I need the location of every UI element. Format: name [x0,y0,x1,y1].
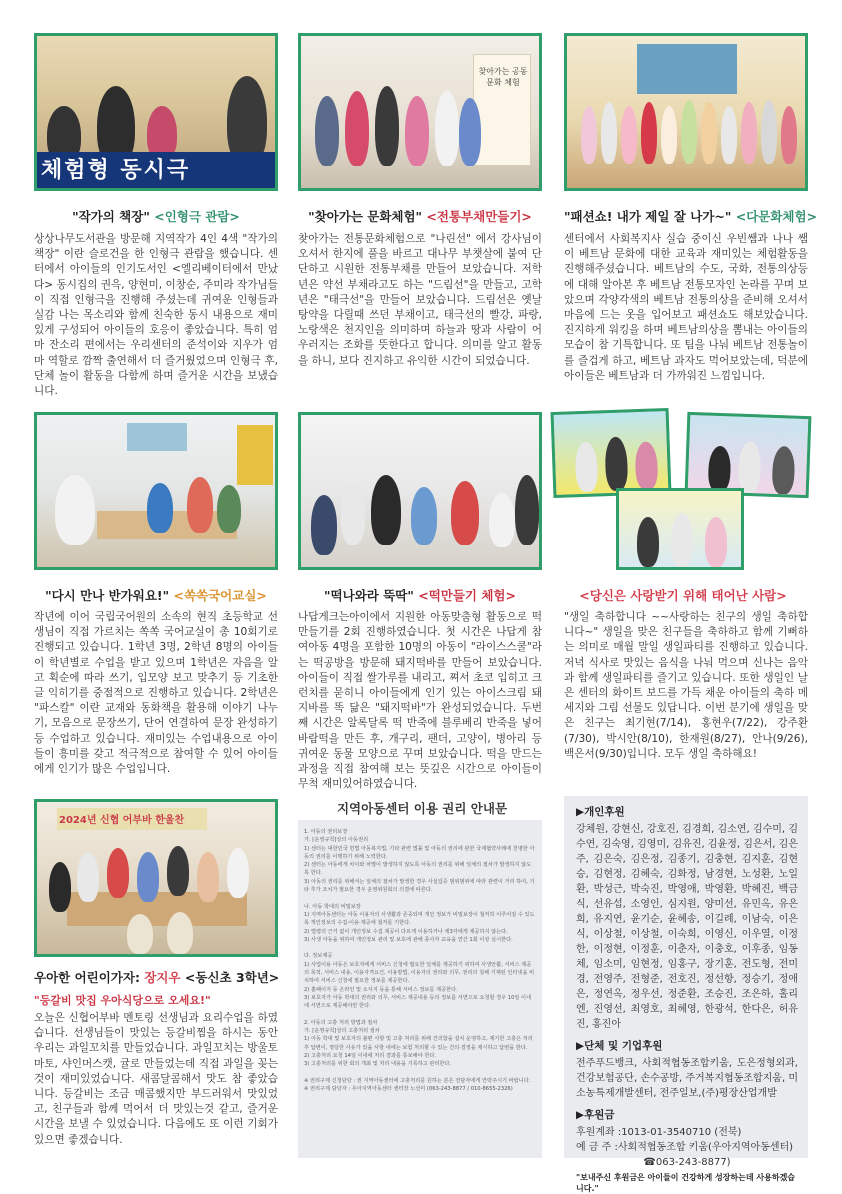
notice-line: 1) 지역아동센터는 아동 이용자의 사생활과 존중되며 개인 정보가 비밀보장이 철저히 이루어질 수 있도록 개인정보의 수집·이용·제공에 철저를 기한다. [304,911,535,927]
card-body-birthday: "생일 축하합니다 ~~사랑하는 친구의 생일 축하합니다~" 생일을 맞은 친구들을 축하하고 함께 기뻐하는 의미로 매월 말일 생일파티를 진행하고 있습니다. 저녁 식사로 맛있는 음식을 나눠 먹으며 신나는 음악과 함께 생일파티를 즐기고 있습니다. 또한 생일인 날은 센터의 화이트 보드를 가득 채운 아이들의 축하 메세지와 그림 선물도 있답니다. 이번 분기에 생일을 맞은 친구는 최기현(7/14), 홍현우(7/22), 강주환(7/30), 박시안(8/10), 한재원(8/27), 안나(9/26), 백은서(9/30)입니다. 모두 생일 축하해요! [564,611,808,760]
notice-line: 2. 아동의 고충 처리 방법과 절차 [304,1019,378,1026]
notice-line: 2) 센터는 아동에게 차이와 차별이 발생하지 않도록 아동의 권리를 위해 일체의 절차가 발생하지 않도록 한다. [304,862,532,877]
title-main: <당신은 사랑받기 위해 태어난 사람> [579,588,787,603]
individual-donor-names: 강체원, 강현신, 강호진, 김경희, 김소연, 김수미, 김수연, 김숙영, 김영미, 김유진, 김윤정, 김은서, 김은주, 김은숙, 김은정, 김종기, 김충현, 김지훈, 김현승, 김현정, 김혜숙, 김화정, 남경현, 노성환, 노일환, 박성근, 박숙진, 박영애, 박영환, 박혜진, 백금식, 선유섭, 소영인, 심지원, 양미선, 유민옥, 유은희, 유지연, 윤기순, 윤혜송, 이길례, 이남숙, 이은식, 이상철, 이상철, 이숙희, 이영신, 이우열, 이정한, 이정현, 이정훈, 이춘자, 이충호, 이후종, 임동체, 임소미, 임현정, 임홍구, 장기훈, 전도형, 전미경, 전영주, 전형준, 전호진, 정선항, 정승기, 정애은, 정연옥, 정우선, 정준환, 조승진, 조은하, 홀리엔, 진영선, 최영호, 최혜영, 한광석, 한다은, 허유진, 홍진아 [576,824,798,1030]
card-title-fan [298,207,542,225]
reporter-body: 오늘은 신협어부바 멘토링 선생님과 요리수업을 하였습니다. 선생님들이 맛있는 등갈비찜을 하시는 동안 우리는 과일꼬치를 만들었습니다. 과일꼬치는 방울토마토, 샤인머스캣, 귤로 만들었는데 직접 과일을 꽂는 것이 재미있었습니다. 새콤달콤해서 맛도 참 좋았습니다. 등갈비는 조금 매콤했지만 부드러워서 맛있었고, 친구들과 함께 먹어서 더 맛있는것 같고, 즐거운 시간을 보낼 수 있었습니다. 다음에도 또 이런 기회가 있으면 좋겠습니다. [34,1012,278,1146]
phone-number: ☎063-243-8877) [643,1157,731,1168]
donation-footer-note: "보내주신 후원금은 아이들이 건강하게 성장하는데 사용하겠습니다." [576,1173,796,1193]
notice-line: 가. [운영규칙]상의 고충처리 절차 [304,1028,380,1035]
notice-line: 가. [운영규칙]상의 아동권리 [304,837,369,844]
notice-line [304,894,536,902]
title-main: "작가의 책장" [72,209,150,224]
donor-content [576,804,798,1194]
notice-line: 3) 사생 아동을 위하여 개인정보 관리 및 보호에 관해 종사자 교육을 연간 1회 이상 실시한다. [304,936,513,943]
photo-rice-cake [298,412,542,570]
photo-fan-making [298,33,542,191]
notice-line: 1) 사업이용 아동은 보호자에게 서비스 신청에 필요한 일체를 제공하기 위하여 사생안활, 서비스 제공의 목적, 서비스 내용, 이용자격요건, 이용방법, 이용자의 권리와 의무, 권리의 침해 기재된 인터넷을 비치하여 서비스 신청에 필요한 정보를 제공한다. [304,961,535,985]
notice-lines [304,828,536,1152]
card-title-korean [34,586,278,604]
group-donor-heading: ▶단체 및 기업후원 [576,1040,663,1052]
title-main: "찾아가는 문화체험" [308,209,423,224]
notice-line: ※ 권리구제 신청담당 : 권 지역아동센터에 고충처리를 원하는 분은 전담자에게 연락주시기 바랍니다. [304,1077,531,1084]
title-main: "떡나와라 뚝딱" [324,588,414,603]
collage-photo-2 [685,412,812,498]
photo-banner-text: 찾아가는 공동문화 체험 [478,67,528,87]
card-title-ricecake [298,586,542,604]
card-body-puppet: 상상나무도서관을 방문해 지역작가 4인 4색 "작가의 책장" 이란 슬로건을 한 인형극 관람을 했습니다. 센터에서 아이들의 인기도서인 <엘리베이터에서 만났다> 동시집의 권윽, 양현미, 이창순, 주미라 작가님들이 직접 인형극을 진행해 주셨는데 귀여운 인형들과 실감 나는 목소리와 함께 친숙한 동시 내용으로 재미있게 구성되어 아이들의 호응이 좋았습니다. 특히 엄마 잔소리 편에서는 우리센터의 준석이와 지우가 엄마 역할로 깜짝 출연해서 더 즐거웠었으며 인형극 후, 단체 놀이 활동을 다함께 하며 즐거운 시간을 보냈습니다. [34,233,278,398]
account-number: 후원계좌 :1013-01-3540710 (전북) [576,1127,742,1138]
card-title-reporter [34,968,278,986]
notice-title: 지역아동센터 이용 권리 안내문 [336,801,508,816]
card-title-fashion [564,207,818,225]
title-tag: <떡만들기 체험> [418,588,516,603]
donation-heading: ▶후원금 [576,1109,615,1121]
notice-line: 3) 고충처리를 위한 회의 개최 및 처리 내용을 기록하고 관리한다. [304,1061,452,1068]
title-tag: <다문화체험> [735,209,818,224]
notice-line: 3) 아동의 권리를 위해서는 일체의 절차가 발생한 경우 사실입증 범위범위에 따라 관련이 거리 하여, 기타 추가 조치가 필요한 경우 운영위원회의 의결에 따른다. [304,878,535,894]
card-body-fan: 찾아가는 전통문화체험으로 "나린선" 에서 강사님이 오셔서 한지에 풀을 바르고 대나무 부챗살에 붙여 단단하고 시원한 전통부채를 만들어 보았습니다. 저학년은 약선 부채라고도 하는 "드림선"을 만들고, 고학년은 "태극선"을 만들어 보았습니다. 드림선은 옛날 탕약을 다릴때 쓰던 부채이고, 태극선의 빨강, 파랑,노랑색은 천지인을 의미하며 하늘과 땅과 사람이 어우러지는 조화를 뜻한다고 합니다. 의미를 알고 활동을 하니, 보다 진지하고 유익한 시간이 되었습니다. [298,233,542,367]
photo-puppet-show [34,33,278,191]
photo-banner-text: 2024년 신협 어부바 한울찬 [59,815,185,826]
notice-line: 1. 아동의 권리보장 [304,829,348,835]
notice-line: 2) 법령의 근거 없이 개인정보 수집 제공이 다르게 이용하거나 제3자에게 제공하지 않는다. [304,928,508,935]
collage-photo-1 [551,408,672,498]
notice-line: 나. 아동 학대의 비밀보장 [304,903,361,910]
photo-banner-text: 체험형 동시극 [41,158,191,183]
photo-korean-class [34,412,278,570]
notice-line: ※ 권리구제 담당자 : 우아지역아동센터 센터장 노선미 (063-243-8877 / 010-8655-2326) [304,1086,513,1093]
photo-fashion-show [564,33,808,191]
title-tag: <인형극 관람> [154,209,240,224]
notice-line: 3) 보호자가 아동 학대의 권리와 의무, 서비스 제공내용 등의 정보를 서면으로 요청할 경우 10일 이내에 서면으로 제공해야만 한다. [304,994,532,1010]
card-body-ricecake: 나답게크는아이에서 지원한 아동맞춤형 활동으로 떡만들기를 2회 진행하였습니다. 첫 시간은 나답게 참여아동 4명을 포함한 10명의 아동이 "라이스스쿨"라는 떡공방을 방문해 돼지떡바를 만들어 보았습니다. 아이들이 직접 쌀가루를 내리고, 쪄서 초코 입히고 크런치를 묻히니 아이들에게 인기 있는 아이스크림 돼지바를 똑 닮은 "돼지떡바"가 완성되었습니다. 두번째 시간은 알록달록 떡 반죽에 블루베리 반죽을 넣어 바람떡을 만든 후, 개구리, 팬더, 고양이, 병아리 등 귀여운 동물 모양으로 꾸며 보았습니다. 떡을 만드는 과정을 직접 참여해 보는 뜻깊은 시간으로 아이들이 무척 재미있어하였습니다. [298,611,542,791]
title-tag: <동신초 3학년> [184,970,280,985]
card-title-puppet [34,207,278,225]
reporter-name: 장지우 [144,970,181,985]
collage-photo-3 [616,488,744,570]
card-body-korean: 작년에 이어 국립국어원의 소속의 현직 초등학교 선생님이 직접 가르치는 쏙쏙 국어교실이 총 10회기로 진행되고 있습니다. 1학년 3명, 2학년 8명의 아이들이 학년별로 수업을 받고 있으며 1학년은 자음을 알고 획순에 따라 쓰기, 입모양 보고 맞추기 등 기초한글 익히기를 중점적으로 진행하고 있습니다. 2학년은 "파스칼" 이란 교재와 동화책을 활용해 이야기 나누기, 모음으로 문장쓰기, 단어 연결하여 문장 완성하기등 수업하고 있습니다. 재미있는 수업내용으로 아이들이 흥미를 갖고 적극적으로 참여할 수 있어 아이들에게 인기가 많은 수업입니다. [34,611,278,776]
reporter-headline: "등갈비 맛집 우아식당으로 오세요!" [34,994,211,1007]
notice-line [304,1011,536,1019]
card-body-fashion: 센터에서 사회복지사 실습 중이신 우빈쌤과 나나 쌤이 베트남 문화에 대한 교육과 재미있는 체험활동을 진행해주셨습니다. 베트남의 수도, 국화, 전통의상등에 대해 알아본 후 베트남 전통모자인 논라를 꾸며 보았으며 각양각색의 베트남 전통의상을 준비해 오셔서 마음에 드는 옷을 입어보고 패션쇼도 해보았습니다. 진지하게 워킹을 하며 베트남의상을 뽐내는 아이들의 모습이 참 기특합니다. 또 팀을 나눠 베트남 전통놀이를 즐겁게 하고, 베트남 과자도 먹어보았는데, 덕분에 아이들은 베트남과 더 가까워진 느낌입니다. [564,233,808,382]
notice-line: 2) 홈페이지 등 온라인 및 소식지 등을 통해 서비스 정보를 제공한다. [304,986,458,993]
title-main: "패션쇼! 내가 제일 잘 나가~" [564,209,732,224]
notice-line: 1) 센터는 대한민국 헌법 아동복지법, 기타 관련 법률 및 아동의 권리에 관한 국제협약사례에 천명한 아동의 권리를 이행하기 위해 노력한다. [304,845,535,860]
notice-line [304,944,536,952]
account-holder: 예 금 주 :사회적협동조합 키움(우아지역아동센터) [576,1142,794,1153]
individual-donor-heading: ▶개인후원 [576,806,625,818]
group-donor-names: 전주푸드뱅크, 사회적협동조합키움, 도은정형외과, 건강보험공단, 손수공방, 주거복지협동조합지움, 미소농특제개발센터, 전주일보,(주)평장산업개발 [576,1058,798,1099]
title-main: 우아한 어린이가자: [34,970,140,985]
notice-line: 2) 고충처리 요청 14일 이내에 처리 결과를 통보해야 한다. [304,1053,436,1060]
title-main: "다시 만나 반가워요!" [45,588,170,603]
title-tag: <전통부채만들기> [426,209,532,224]
notice-line [304,1069,536,1077]
photo-birthday-collage [552,410,814,572]
card-title-birthday [552,586,814,604]
title-tag: <쏙쏙국어교실> [173,588,267,603]
notice-line: 1) 아동 학대 및 보호자의 불편 사항 및 고충 처리를 위해 건의함을 설치 운영하고, 제기한 고충은 처리 후 답변이, 정당한 사유가 있을 사항 내에는 보험 처리할 수 있는 건의·결정을 제시하고 답변을 한다. [304,1036,533,1051]
notice-line: 다. 정보제공 [304,953,333,960]
photo-cooking-class [34,799,278,957]
